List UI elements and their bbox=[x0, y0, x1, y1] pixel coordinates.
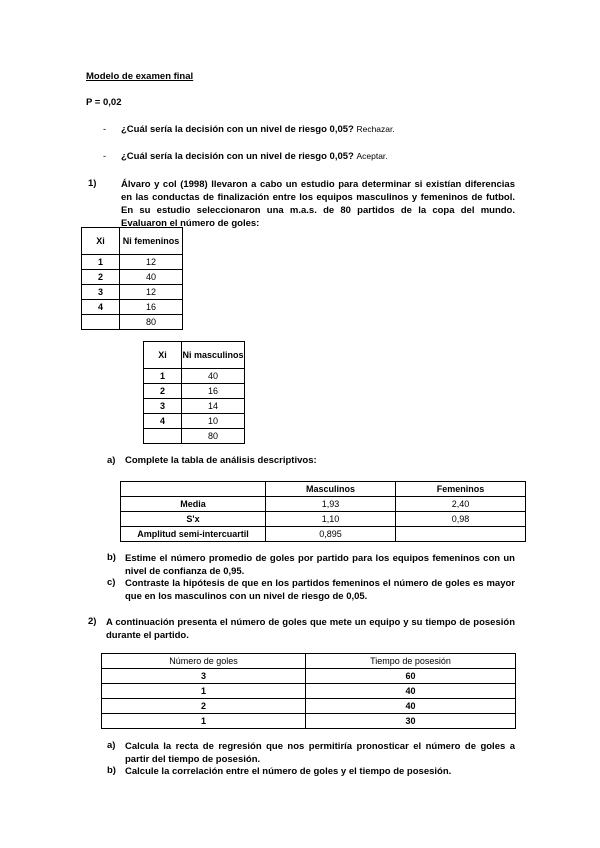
table-header: Xi bbox=[82, 228, 120, 255]
table-cell: 1,93 bbox=[266, 497, 396, 512]
question-text: A continuación presenta el número de goles que mete un equipo y su tiempo de posesión durante el partido. bbox=[106, 617, 515, 641]
table-cell: 80 bbox=[182, 429, 245, 444]
subquestion-label: c) bbox=[107, 577, 116, 588]
table-cell: 10 bbox=[182, 414, 245, 429]
table-cell: 0,895 bbox=[266, 527, 396, 542]
fem-table bbox=[81, 227, 183, 330]
table-cell: 2 bbox=[102, 699, 306, 714]
subquestion-text: Calcula la recta de regresión que nos permitiría pronosticar el número de goles a partir del tiempo de posesión. bbox=[125, 741, 515, 765]
table-cell: 2 bbox=[82, 270, 120, 285]
page-title: Modelo de examen final bbox=[86, 71, 194, 82]
table-header: Ni masculinos bbox=[182, 342, 245, 369]
table-cell: 40 bbox=[306, 699, 516, 714]
table-cell: 40 bbox=[306, 684, 516, 699]
decision-answer: Rechazar. bbox=[356, 124, 395, 134]
table-header: Femeninos bbox=[396, 482, 526, 497]
masc-table bbox=[143, 341, 245, 444]
decision-question: ¿Cuál sería la decisión con un nivel de riesgo 0,05? bbox=[121, 151, 354, 162]
table-cell: 2 bbox=[144, 384, 182, 399]
table-cell: 40 bbox=[120, 270, 183, 285]
table-header: Ni femeninos bbox=[120, 228, 183, 255]
subquestion-label: b) bbox=[107, 765, 116, 776]
table-cell: 3 bbox=[82, 285, 120, 300]
subquestion-label: b) bbox=[107, 552, 116, 563]
table-cell: 3 bbox=[144, 399, 182, 414]
bullet: - bbox=[103, 151, 107, 162]
question-number: 1) bbox=[88, 178, 97, 189]
decision-item bbox=[121, 151, 388, 162]
p-value: P = 0,02 bbox=[86, 97, 122, 108]
table-cell: 60 bbox=[306, 669, 516, 684]
table-cell: 1 bbox=[144, 369, 182, 384]
subquestion-text: Contraste la hipótesis de que en los partidos femeninos el número de goles es mayor que en los masculinos con un nivel de riesgo de 0,05. bbox=[125, 578, 515, 602]
table-cell bbox=[144, 429, 182, 444]
table-cell: 1,10 bbox=[266, 512, 396, 527]
table-cell: 0,98 bbox=[396, 512, 526, 527]
bullet: - bbox=[103, 124, 107, 135]
descriptive-table bbox=[120, 481, 526, 542]
table-header bbox=[121, 482, 266, 497]
table-cell: 3 bbox=[102, 669, 306, 684]
table-header: Xi bbox=[144, 342, 182, 369]
table-cell: S'x bbox=[121, 512, 266, 527]
decision-answer: Aceptar. bbox=[356, 151, 388, 161]
table-cell: 12 bbox=[120, 255, 183, 270]
table-cell: 40 bbox=[182, 369, 245, 384]
table-cell bbox=[396, 527, 526, 542]
table-cell: 1 bbox=[102, 714, 306, 729]
table-cell: 80 bbox=[120, 315, 183, 330]
table-cell: 30 bbox=[306, 714, 516, 729]
table-cell: 4 bbox=[82, 300, 120, 315]
table-header: Masculinos bbox=[266, 482, 396, 497]
table-cell: 1 bbox=[82, 255, 120, 270]
table-header: Número de goles bbox=[102, 654, 306, 669]
subquestion-text: Estime el número promedio de goles por partido para los equipos femeninos con un nivel de confianza de 0,95. bbox=[125, 553, 515, 577]
table-cell: Media bbox=[121, 497, 266, 512]
subquestion-label: a) bbox=[107, 740, 116, 751]
table-cell: 16 bbox=[120, 300, 183, 315]
table-cell: 2,40 bbox=[396, 497, 526, 512]
table-cell: 12 bbox=[120, 285, 183, 300]
decision-item bbox=[121, 124, 395, 135]
table-cell: 1 bbox=[102, 684, 306, 699]
question-number: 2) bbox=[88, 616, 97, 627]
table-cell: Amplitud semi-intercuartil bbox=[121, 527, 266, 542]
table-header: Tiempo de posesión bbox=[306, 654, 516, 669]
subquestion-label: a) bbox=[107, 455, 116, 466]
question-text: Álvaro y col (1998) llevaron a cabo un estudio para determinar si existían diferencias en las conductas de finalización entre los equipos masculinos y femeninos de futbol. En su estudio seleccionaron una m.a.s. de 80 partidos de la copa del mundo. Evaluaron el número de goles: bbox=[121, 179, 515, 229]
subquestion-text: Calcule la correlación entre el número de goles y el tiempo de posesión. bbox=[125, 766, 452, 777]
goals-possession-table bbox=[101, 653, 516, 729]
subquestion-text: Complete la tabla de análisis descriptivos: bbox=[125, 455, 317, 466]
table-cell: 14 bbox=[182, 399, 245, 414]
table-cell: 16 bbox=[182, 384, 245, 399]
table-cell bbox=[82, 315, 120, 330]
decision-question: ¿Cuál sería la decisión con un nivel de riesgo 0,05? bbox=[121, 124, 354, 135]
table-cell: 4 bbox=[144, 414, 182, 429]
